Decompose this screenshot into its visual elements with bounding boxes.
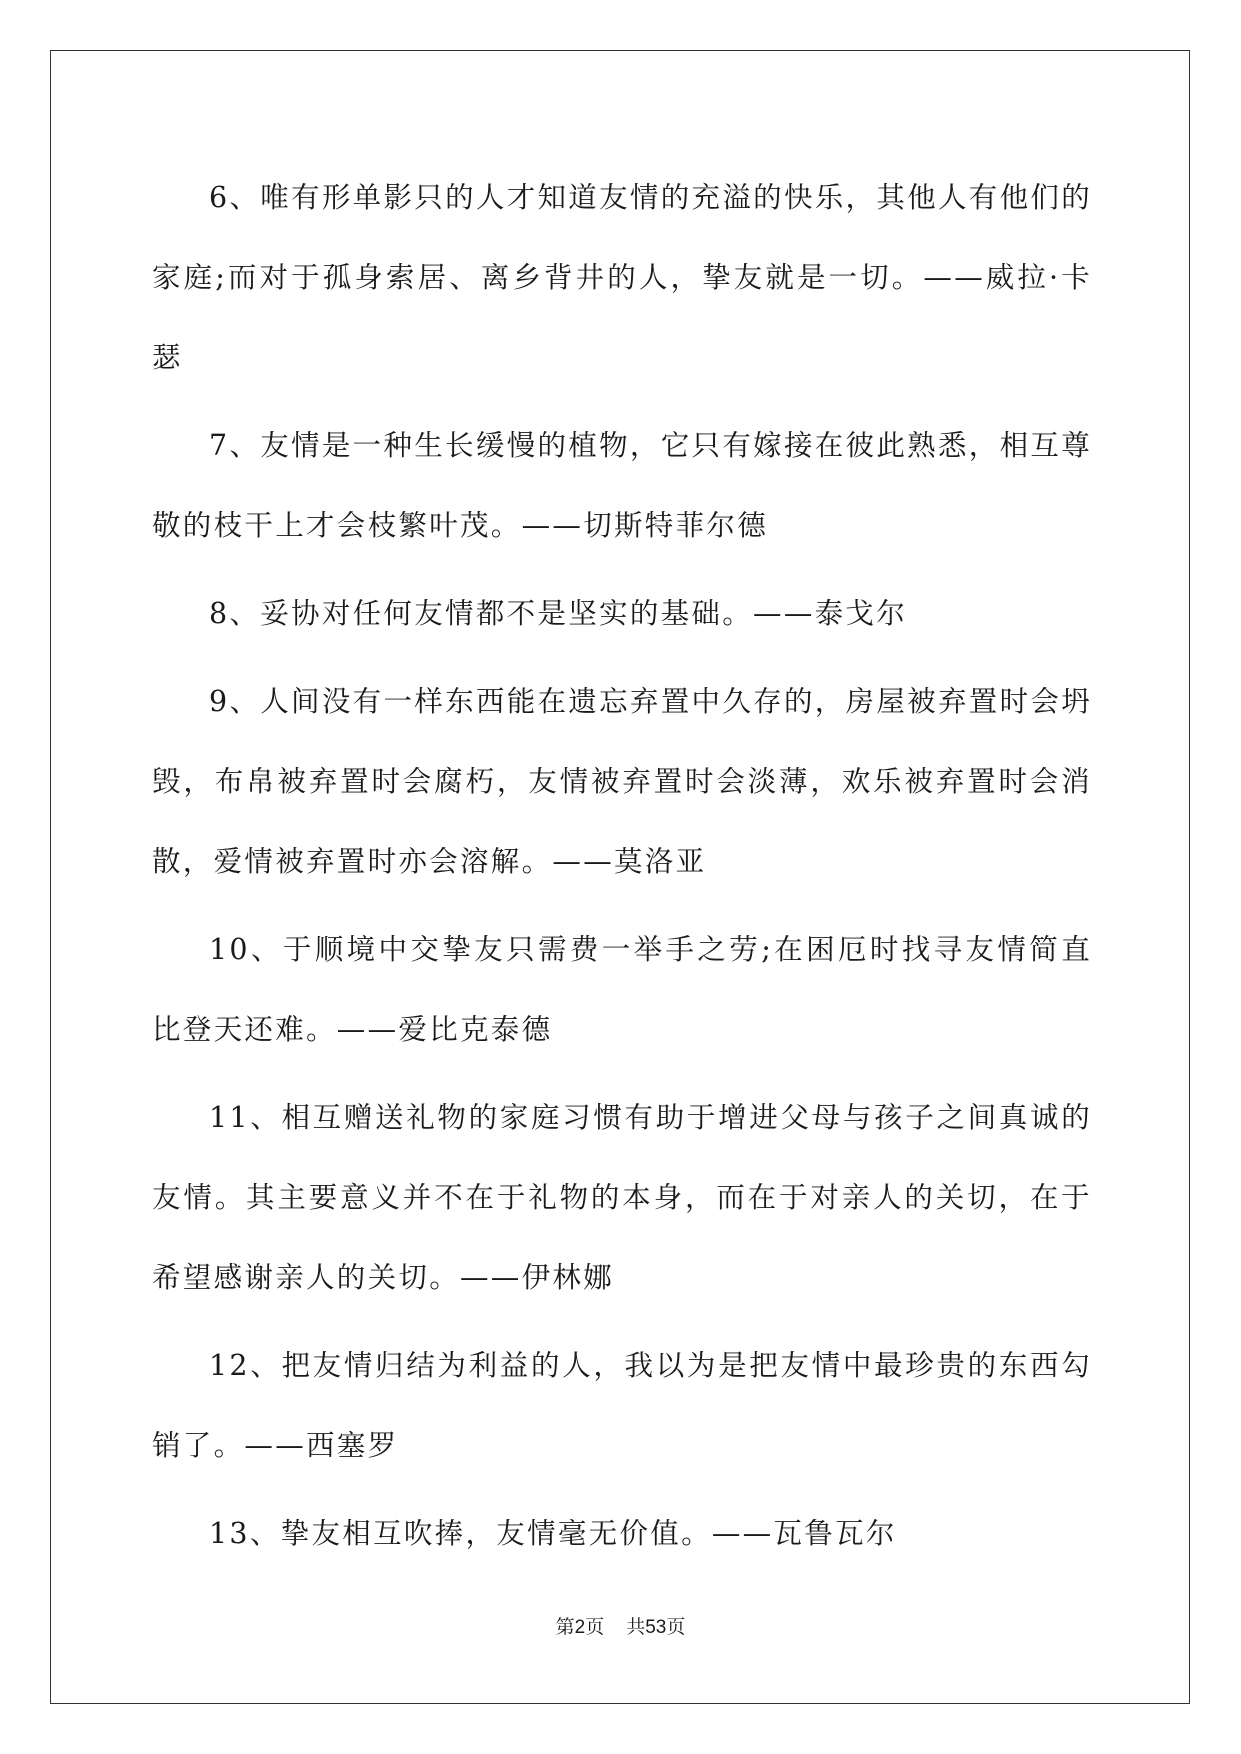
- page-number: 2: [574, 1617, 586, 1638]
- quote-paragraph: 8、妥协对任何友情都不是坚实的基础。——泰戈尔: [209, 597, 908, 630]
- page-footer: [0, 1612, 1241, 1639]
- quote-paragraph: 11、相互赠送礼物的家庭习惯有助于增进父母与孩子之间真诚的友情。其主要意义并不在于礼物的本身，而在于对亲人的关切，在于希望感谢亲人的关切。——伊林娜: [152, 1101, 1092, 1294]
- total-pages: 53: [645, 1617, 667, 1638]
- quote-paragraph: 13、挚友相互吹捧，友情毫无价值。——瓦鲁瓦尔: [209, 1517, 897, 1550]
- total-prefix: 共: [626, 1616, 646, 1638]
- page-suffix: 页: [585, 1616, 605, 1638]
- quote-paragraph: 9、人间没有一样东西能在遗忘弃置中久存的，房屋被弃置时会坍毁，布帛被弃置时会腐朽，友情被弃置时会淡薄，欢乐被弃置时会消散，爱情被弃置时亦会溶解。——莫洛亚: [152, 685, 1092, 878]
- quote-paragraph: 7、友情是一种生长缓慢的植物，它只有嫁接在彼此熟悉，相互尊敬的枝干上才会枝繁叶茂。——切斯特菲尔德: [152, 429, 1092, 542]
- quote-paragraph: 12、把友情归结为利益的人，我以为是把友情中最珍贵的东西勾销了。——西塞罗: [152, 1349, 1092, 1462]
- quote-paragraph: 10、于顺境中交挚友只需费一举手之劳;在困厄时找寻友情简直比登天还难。——爱比克泰德: [152, 933, 1092, 1046]
- document-body: [152, 158, 1092, 1582]
- page-prefix: 第: [555, 1616, 575, 1638]
- total-suffix: 页: [666, 1616, 686, 1638]
- quote-paragraph: 6、唯有形单影只的人才知道友情的充溢的快乐，其他人有他们的家庭;而对于孤身索居、离乡背井的人，挚友就是一切。——威拉·卡瑟: [152, 181, 1092, 374]
